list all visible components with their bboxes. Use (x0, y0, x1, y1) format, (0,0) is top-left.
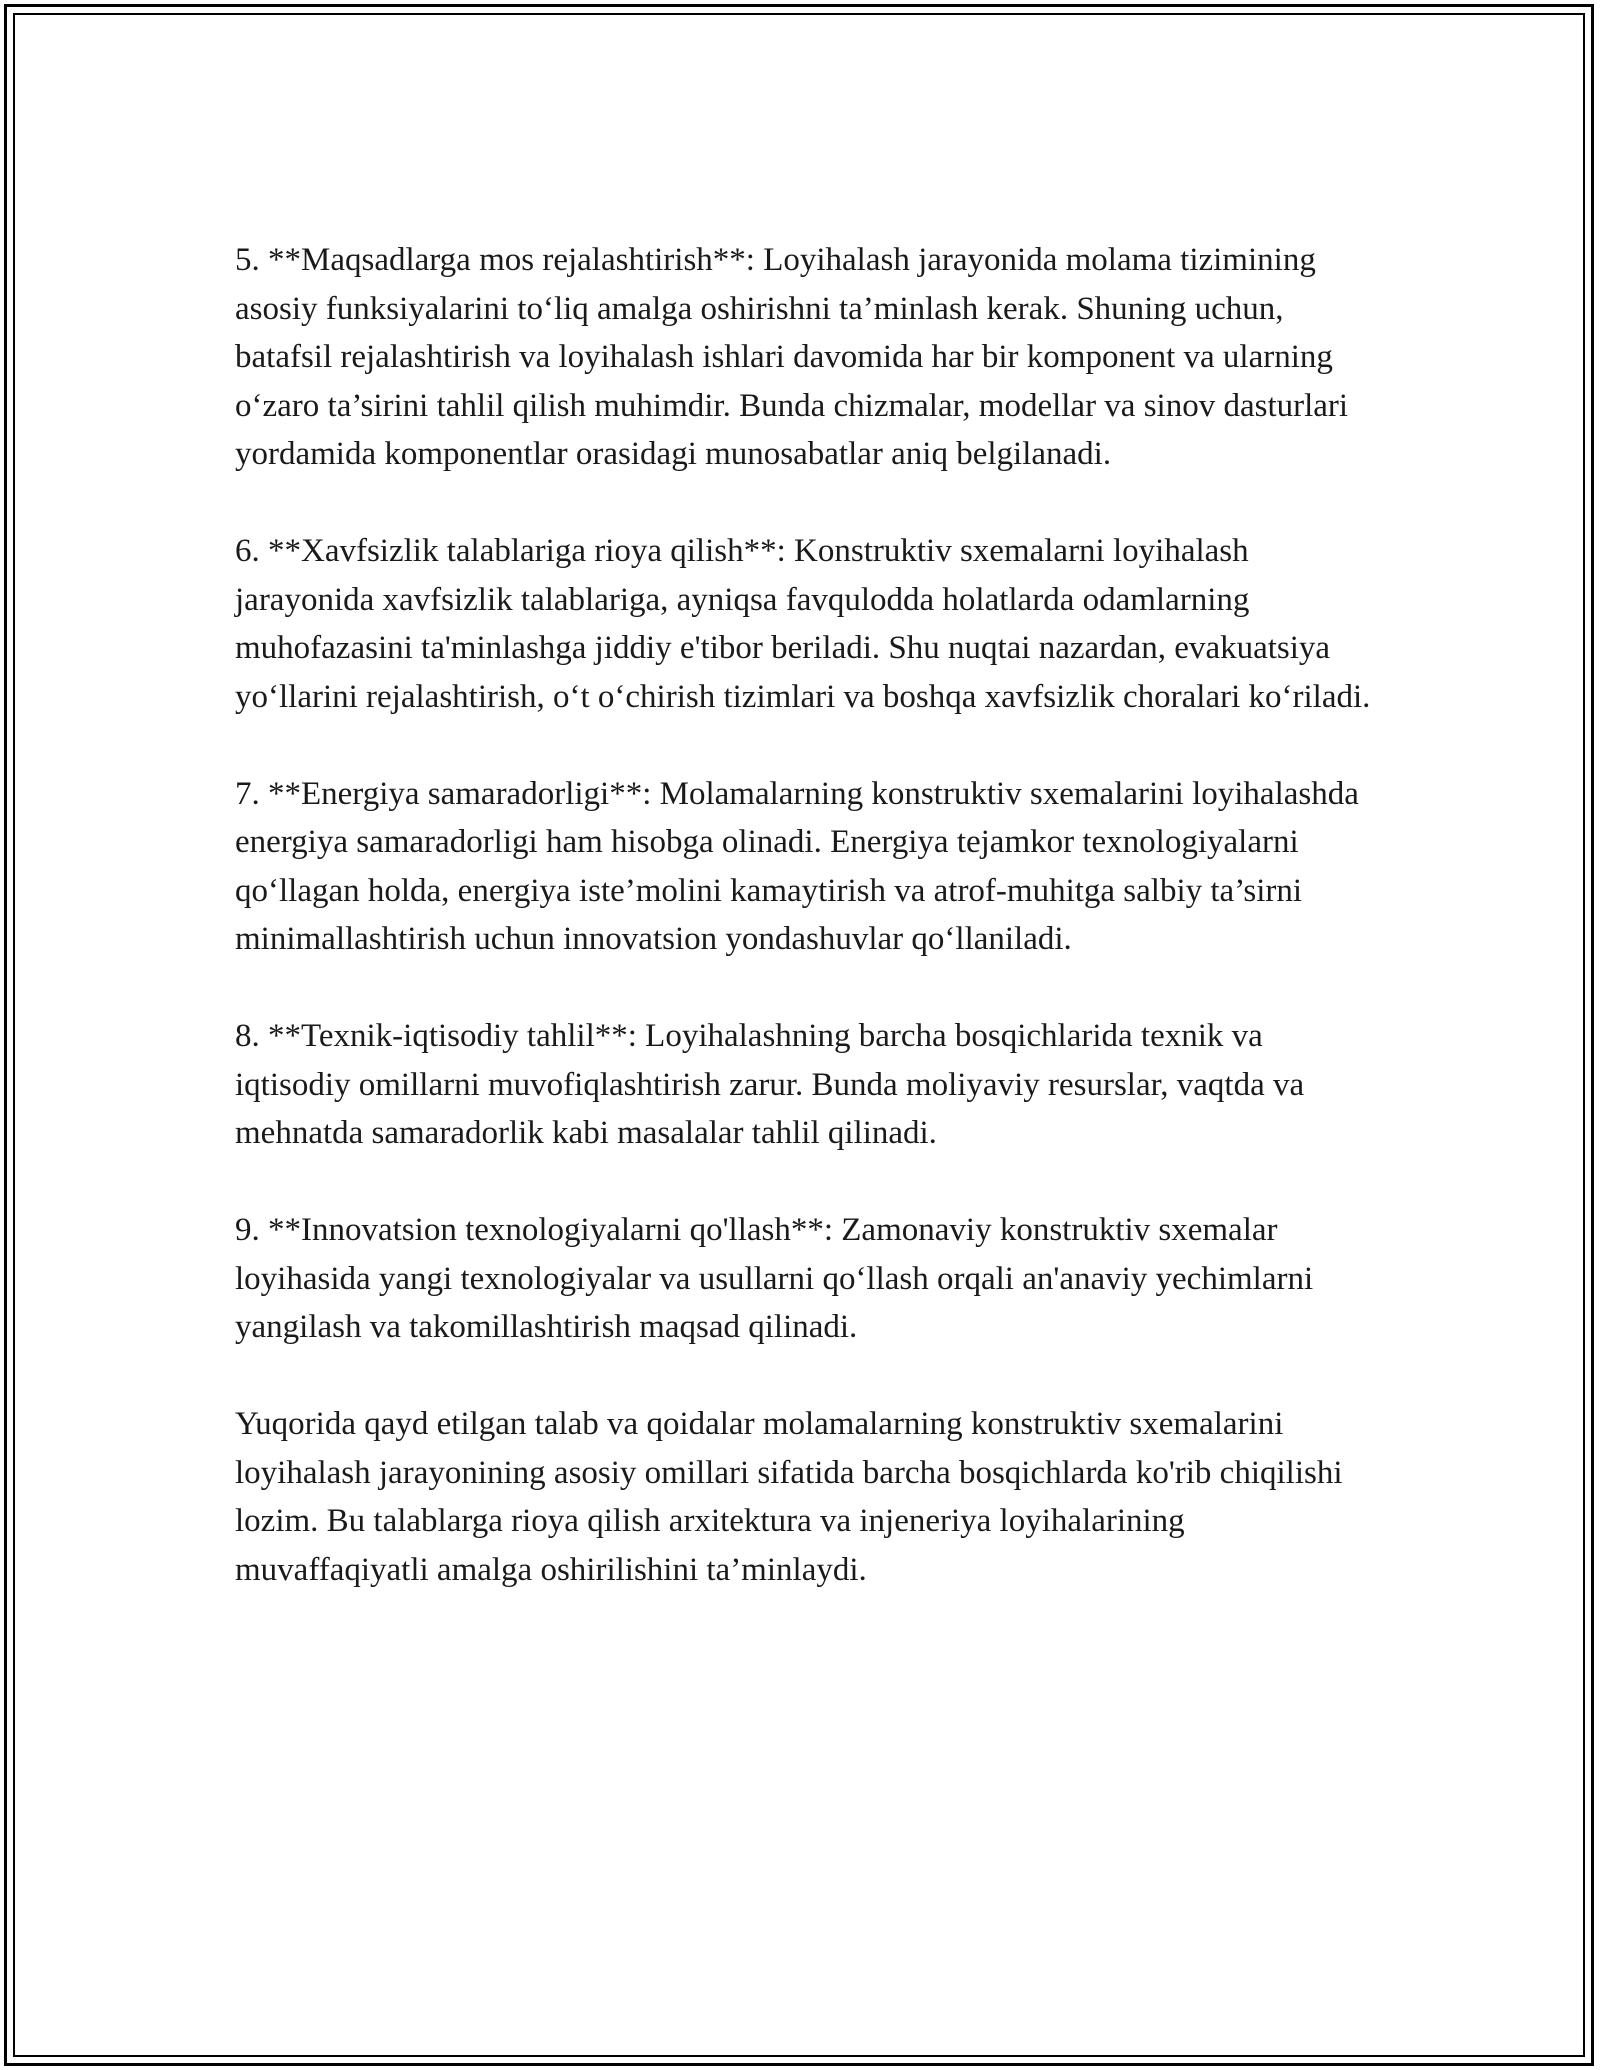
paragraph-conclusion: Yuqorida qayd etilgan talab va qoidalar molamalarning konstruktiv sxemalarini loyihalash jarayonining asosiy omillari sifatida barcha bosqichlarda ko'rib chiqilishi lozim. Bu talablarga rioya qilish arxitektura va injeneriya loyihalarining muvaffaqiyatli amalga oshirilishini ta’minlaydi. (235, 1406, 1343, 1588)
paragraph-item-5: 5. **Maqsadlarga mos rejalashtirish**: Loyihalash jarayonida molama tizimining asosiy funksiyalarini to‘liq amalga oshirishni ta’minlash kerak. Shuning uchun, batafsil rejalashtirish va loyihalash ishlari davomida har bir komponent va ularning o‘zaro ta’sirini tahlil qilish muhimdir. Bunda chizmalar, modellar va sinov dasturlari yordamida komponentlar orasidagi munosabatlar aniq belgilanadi. (235, 242, 1349, 472)
document-body (235, 236, 1375, 1594)
paragraph-item-8: 8. **Texnik-iqtisodiy tahlil**: Loyihalashning barcha bosqichlarida texnik va iqtisodiy omillarni muvofiqlashtirish zarur. Bunda moliyaviy resurslar, vaqtda va mehnatda samaradorlik kabi masalalar tahlil qilinadi. (235, 1018, 1305, 1151)
paragraph-item-6: 6. **Xavfsizlik talablariga rioya qilish**: Konstruktiv sxemalarni loyihalash jarayonida xavfsizlik talablariga, ayniqsa favqulodda holatlarda odamlarning muhofazasini ta'minlashga jiddiy e'tibor beriladi. Shu nuqtai nazardan, evakuatsiya yo‘llarini rejalashtirish, o‘t o‘chirish tizimlari va boshqa xavfsizlik choralari ko‘riladi. (235, 533, 1371, 715)
paragraph-item-9: 9. **Innovatsion texnologiyalarni qo'llash**: Zamonaviy konstruktiv sxemalar loyihasida yangi texnologiyalar va usullarni qo‘llash orqali an'anaviy yechimlarni yangilash va takomillashtirish maqsad qilinadi. (235, 1212, 1314, 1345)
paragraph-item-7: 7. **Energiya samaradorligi**: Molamalarning konstruktiv sxemalarini loyihalashda energiya samaradorligi ham hisobga olinadi. Energiya tejamkor texnologiyalarni qo‘llagan holda, energiya iste’molini kamaytirish va atrof-muhitga salbiy ta’sirni minimallashtirish uchun innovatsion yondashuvlar qo‘llaniladi. (235, 775, 1359, 957)
